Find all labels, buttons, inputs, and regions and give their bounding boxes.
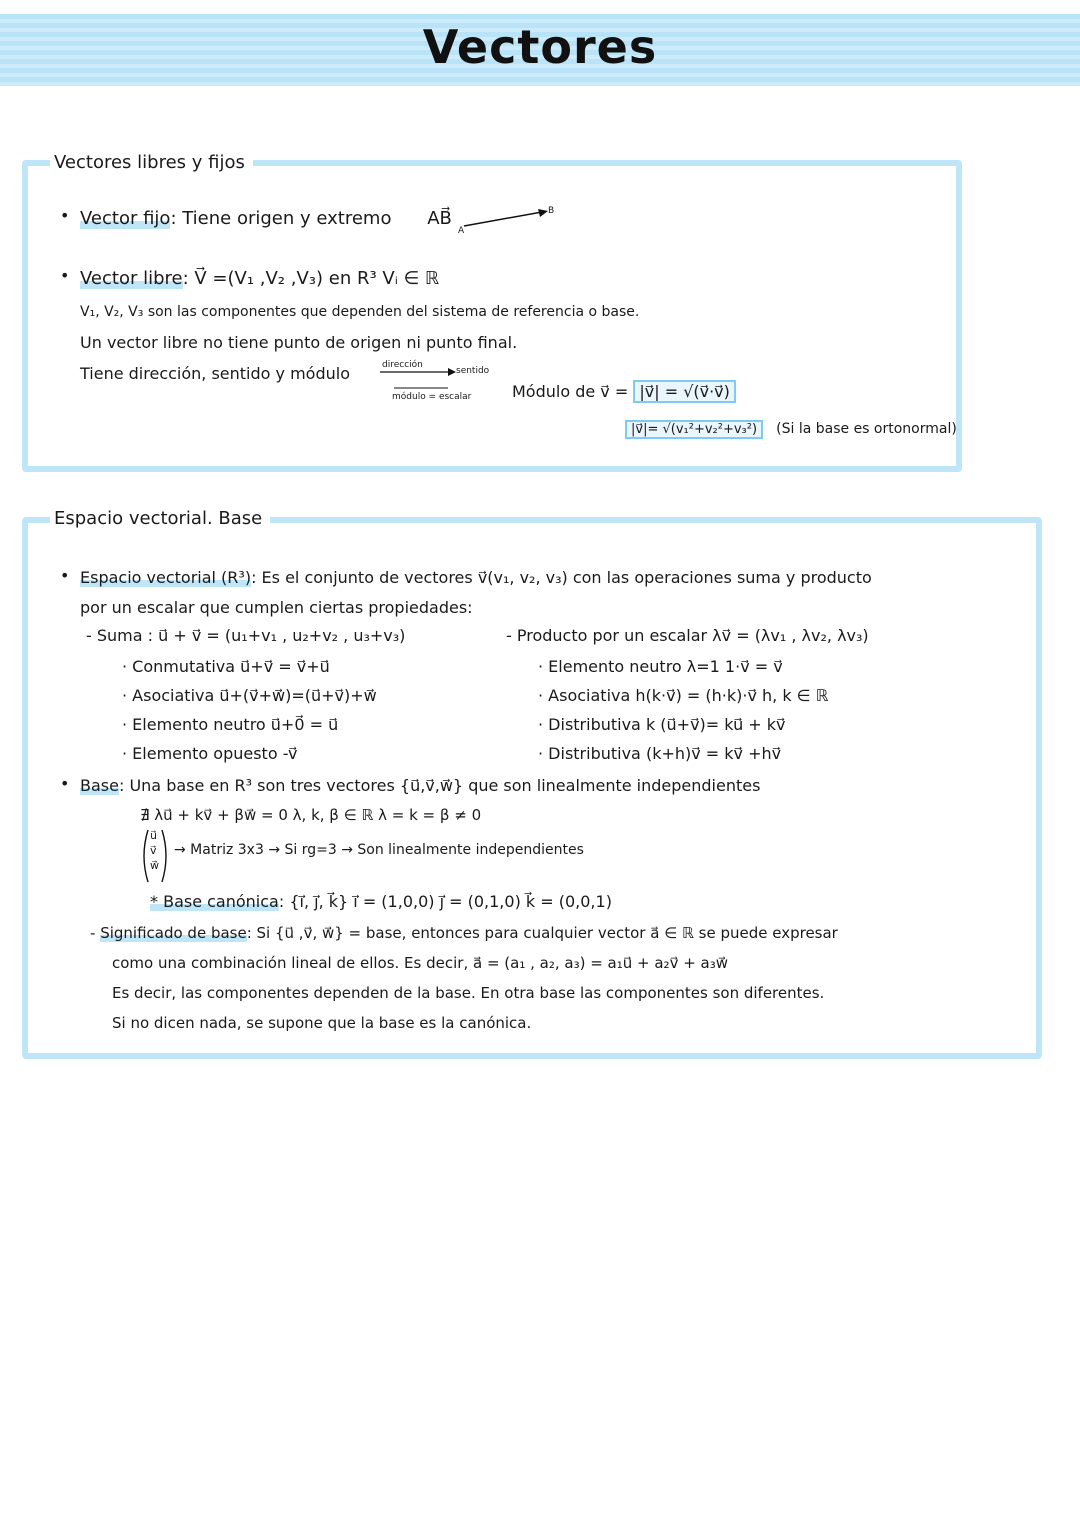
- producto-prop: · Distributiva k (u⃗+v⃗)= ku⃗ + kv⃗: [538, 715, 786, 734]
- bullet: •: [60, 566, 70, 585]
- base-line: [80, 776, 760, 795]
- point-b-label: B: [548, 206, 555, 216]
- section-heading-1: Vectores libres y fijos: [50, 152, 253, 173]
- diagram-direccion: dirección: [382, 360, 423, 370]
- modulo-label: Módulo de v⃗ =: [512, 382, 629, 401]
- base-condition: ∄ λu⃗ + kv⃗ + βw⃗ = 0 λ, k, β ∈ ℝ λ = k = β ≠ 0: [140, 806, 482, 824]
- bullet: •: [60, 774, 70, 793]
- significado-line-4: Si no dicen nada, se supone que la base es la canónica.: [112, 1014, 532, 1032]
- fixed-vector-line: [80, 208, 452, 229]
- suma-prop: · Elemento opuesto -v⃗: [122, 744, 298, 763]
- canonical-text: : {i⃗, j⃗, k⃗} i⃗ = (1,0,0) j⃗ = (0,1,0) k⃗ = (0,0,1): [278, 892, 612, 911]
- ev-line: [80, 568, 872, 587]
- suma-prop: · Elemento neutro u⃗+0⃗ = u⃗: [122, 715, 339, 734]
- ev-text: : Es el conjunto de vectores v⃗(v₁, v₂, v₃) con las operaciones suma y producto: [251, 568, 872, 587]
- fixed-vector-label: Vector fijo: [80, 208, 171, 229]
- modulo-line: [512, 380, 736, 403]
- free-vector-line: [80, 268, 439, 289]
- modulo-ortho-note: (Si la base es ortonormal): [776, 421, 957, 437]
- modulo-formula: |v⃗| = √(v⃗·v⃗): [633, 380, 736, 403]
- modulo-ortho-formula: |v⃗|= √(v₁²+v₂²+v₃²): [625, 420, 763, 439]
- producto-label: - Producto por un escalar: [506, 626, 708, 645]
- producto-prop: · Asociativa h(k·v⃗) = (h·k)·v⃗ h, k ∈ ℝ: [538, 686, 829, 705]
- free-vector-formula: : V⃗ =(V₁ ,V₂ ,V₃) en R³ Vᵢ ∈ ℝ: [182, 268, 440, 289]
- significado-text: : Si {u⃗ ,v⃗, w⃗} = base, entonces para cualquier vector a⃗ ∈ ℝ se puede expresar: [246, 924, 838, 942]
- bullet: •: [60, 206, 70, 225]
- page-title: Vectores: [422, 20, 658, 74]
- fixed-vector-notation: AB⃗: [427, 208, 452, 229]
- components-line: V₁, V₂, V₃ son las componentes que dependen del sistema de referencia o base.: [80, 304, 640, 320]
- base-text: : Una base en R³ son tres vectores {u⃗,v⃗,w⃗} que son linealmente independientes: [118, 776, 761, 795]
- significado-label: Significado de base: [100, 924, 247, 942]
- fixed-vector-text: : Tiene origen y extremo: [170, 208, 392, 229]
- diagram-modulo: módulo = escalar: [392, 392, 472, 402]
- matrix-text: → Matriz 3x3 → Si rg=3 → Son linealmente independientes: [174, 842, 584, 858]
- suma-line: [86, 626, 405, 645]
- suma-prop: · Asociativa u⃗+(v⃗+w⃗)=(u⃗+v⃗)+w⃗: [122, 686, 377, 705]
- producto-prop: · Distributiva (k+h)v⃗ = kv⃗ +hv⃗: [538, 744, 782, 763]
- ev-label: Espacio vectorial (R³): [80, 568, 252, 587]
- no-origin-line: Un vector libre no tiene punto de origen ni punto final.: [80, 333, 518, 352]
- significado-line-3: Es decir, las componentes dependen de la base. En otra base las componentes son diferentes.: [112, 984, 825, 1002]
- producto-prop: · Elemento neutro λ=1 1·v⃗ = v⃗: [538, 657, 783, 676]
- fixed-vector-arrow-icon: [462, 206, 555, 230]
- free-vector-label: Vector libre: [80, 268, 183, 289]
- significado-line: - Significado de base: Si {u⃗ ,v⃗, w⃗} = base, entonces para cualquier vector a⃗ ∈ ℝ se puede expresar: [90, 924, 838, 942]
- section-heading-2: Espacio vectorial. Base: [50, 508, 270, 529]
- suma-label: - Suma :: [86, 626, 154, 645]
- canonical-label: * Base canónica: [150, 892, 279, 911]
- properties-line: Tiene dirección, sentido y módulo: [80, 364, 350, 383]
- suma-formula: u⃗ + v⃗ = (u₁+v₁ , u₂+v₂ , u₃+v₃): [158, 626, 406, 645]
- modulo-ortho-line: [625, 418, 957, 439]
- bullet: •: [60, 266, 70, 285]
- matrix-entries: u⃗ v⃗ w⃗: [150, 829, 159, 872]
- producto-line: [506, 626, 869, 645]
- direction-arrow-icon: [378, 368, 458, 392]
- ev-line-2: por un escalar que cumplen ciertas propiedades:: [80, 598, 473, 617]
- point-a-label: A: [458, 226, 465, 236]
- diagram-sentido: sentido: [456, 366, 490, 376]
- suma-prop: · Conmutativa u⃗+v⃗ = v⃗+u⃗: [122, 657, 330, 676]
- canonical-line: [150, 892, 612, 911]
- significado-line-2: como una combinación lineal de ellos. Es decir, a⃗ = (a₁ , a₂, a₃) = a₁u⃗ + a₂v⃗ + a₃w⃗: [112, 954, 729, 972]
- base-label: Base: [80, 776, 119, 795]
- producto-formula: λv⃗ = (λv₁ , λv₂, λv₃): [712, 626, 869, 645]
